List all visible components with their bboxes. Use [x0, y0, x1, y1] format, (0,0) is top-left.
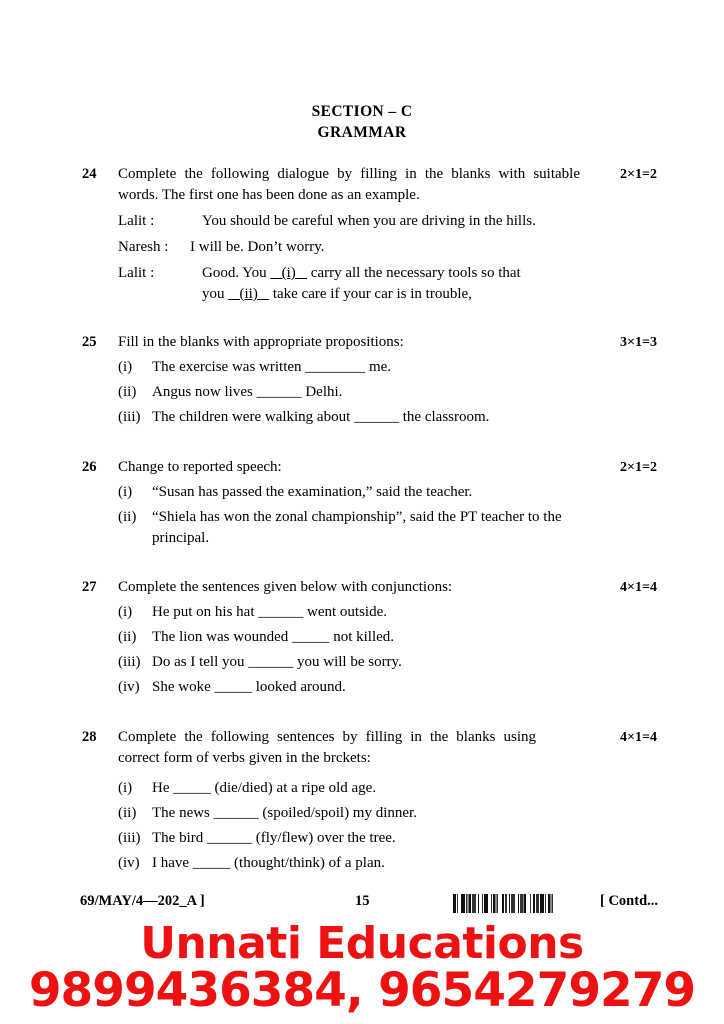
- continued-label: [ Contd...: [600, 893, 659, 909]
- sub-item: [118, 357, 682, 378]
- sub-item-label: (ii): [118, 805, 137, 821]
- page-footer: [0, 893, 724, 915]
- question-24: [82, 164, 682, 305]
- sub-item: [118, 778, 682, 799]
- dialogue-speaker: Lalit :: [118, 213, 155, 229]
- dialogue-text-part: take care if your car is in trouble,: [269, 286, 472, 302]
- question-25-stem: Fill in the blanks with appropriate propositions:: [118, 334, 404, 350]
- sub-item-text: Angus now lives ______ Delhi.: [152, 384, 343, 400]
- question-25: [82, 332, 682, 428]
- sub-item-text: The news ______ (spoiled/spoil) my dinner.: [152, 805, 417, 821]
- sub-item-label: (iv): [118, 855, 140, 871]
- sub-item: [118, 407, 682, 428]
- question-25-marks: 3×1=3: [620, 335, 657, 350]
- sub-item-label: (i): [118, 780, 133, 796]
- sub-item: [118, 803, 682, 824]
- sub-item-text: “Shiela has won the zonal championship”, said the PT teacher to the principal.: [152, 509, 562, 546]
- question-24-stem: Complete the following dialogue by filling in the blanks with suitable words. The first one has been done as an example.: [118, 166, 580, 203]
- sub-item: [118, 382, 682, 403]
- watermark-phone-numbers: 9899436384, 9654279279: [28, 963, 696, 1018]
- sub-item: [118, 507, 682, 549]
- question-26-number: 26: [82, 459, 97, 475]
- dialogue-text: You should be careful when you are driving in the hills.: [202, 213, 536, 229]
- sub-item-label: (ii): [118, 629, 137, 645]
- sub-item-label: (iii): [118, 830, 141, 846]
- dialogue-text: [190, 263, 682, 305]
- sub-item-text: I have _____ (thought/think) of a plan.: [152, 855, 385, 871]
- paper-code: 69/MAY/4—202_A ]: [80, 893, 205, 909]
- sub-item-text: Do as I tell you ______ you will be sorry.: [152, 654, 402, 670]
- dialogue-line: [118, 237, 682, 258]
- sub-item-label: (iv): [118, 679, 140, 695]
- sub-item: [118, 602, 682, 623]
- dialogue-text-part: Good. You: [202, 265, 271, 281]
- watermark-institute-name: Unnati Educations: [140, 918, 584, 969]
- sub-item: [118, 677, 682, 698]
- sub-item-label: (iii): [118, 654, 141, 670]
- barcode: [453, 894, 586, 913]
- sub-item-text: He _____ (die/died) at a ripe old age.: [152, 780, 377, 796]
- sub-item-label: (i): [118, 604, 133, 620]
- sub-item-text: The children were walking about ______ the classroom.: [152, 409, 490, 425]
- sub-item-text: She woke _____ looked around.: [152, 679, 346, 695]
- question-28-number: 28: [82, 729, 97, 745]
- sub-item-label: (i): [118, 484, 133, 500]
- dialogue-line: [118, 211, 682, 232]
- sub-item: [118, 853, 682, 874]
- dialogue-speaker: Naresh :: [118, 239, 169, 255]
- sub-item-text: He put on his hat ______ went outside.: [152, 604, 387, 620]
- answer-blank-ii[interactable]: (ii): [228, 286, 270, 302]
- question-28: [82, 727, 682, 874]
- sub-item: [118, 652, 682, 673]
- question-26-marks: 2×1=2: [620, 460, 657, 475]
- sub-item-text: “Susan has passed the examination,” said the teacher.: [152, 484, 473, 500]
- question-27-stem: Complete the sentences given below with conjunctions:: [118, 579, 453, 595]
- question-24-number: 24: [82, 166, 97, 182]
- page-number: 15: [355, 893, 370, 909]
- sub-item: [118, 627, 682, 648]
- question-27: [82, 577, 682, 698]
- sub-item-label: (ii): [118, 509, 137, 525]
- dialogue-speaker: Lalit :: [118, 265, 155, 281]
- dialogue-line: [118, 263, 682, 305]
- dialogue-text-part: you: [202, 286, 229, 302]
- sub-item-label: (iii): [118, 409, 141, 425]
- answer-blank-i[interactable]: (i): [270, 265, 308, 281]
- question-27-marks: 4×1=4: [620, 580, 657, 595]
- question-28-stem: Complete the following sentences by filling in the blanks using correct form of verbs given in the brckets:: [118, 729, 536, 766]
- question-26: [82, 457, 682, 549]
- sub-item-text: The exercise was written ________ me.: [152, 359, 392, 375]
- sub-item: [118, 482, 682, 503]
- sub-item: [118, 828, 682, 849]
- sub-item-text: The bird ______ (fly/flew) over the tree.: [152, 830, 396, 846]
- dialogue-text-part: carry all the necessary tools so that: [307, 265, 521, 281]
- question-26-stem: Change to reported speech:: [118, 459, 282, 475]
- sub-item-label: (i): [118, 359, 133, 375]
- question-24-marks: 2×1=2: [620, 167, 657, 182]
- section-title: SECTION – C: [311, 103, 413, 120]
- sub-item-text: The lion was wounded _____ not killed.: [152, 629, 395, 645]
- question-25-number: 25: [82, 334, 97, 350]
- dialogue-text: I will be. Don’t worry.: [190, 239, 325, 255]
- sub-item-label: (ii): [118, 384, 137, 400]
- question-28-marks: 4×1=4: [620, 730, 657, 745]
- section-heading: [0, 103, 724, 142]
- section-subtitle: GRAMMAR: [317, 124, 407, 141]
- question-27-number: 27: [82, 579, 97, 595]
